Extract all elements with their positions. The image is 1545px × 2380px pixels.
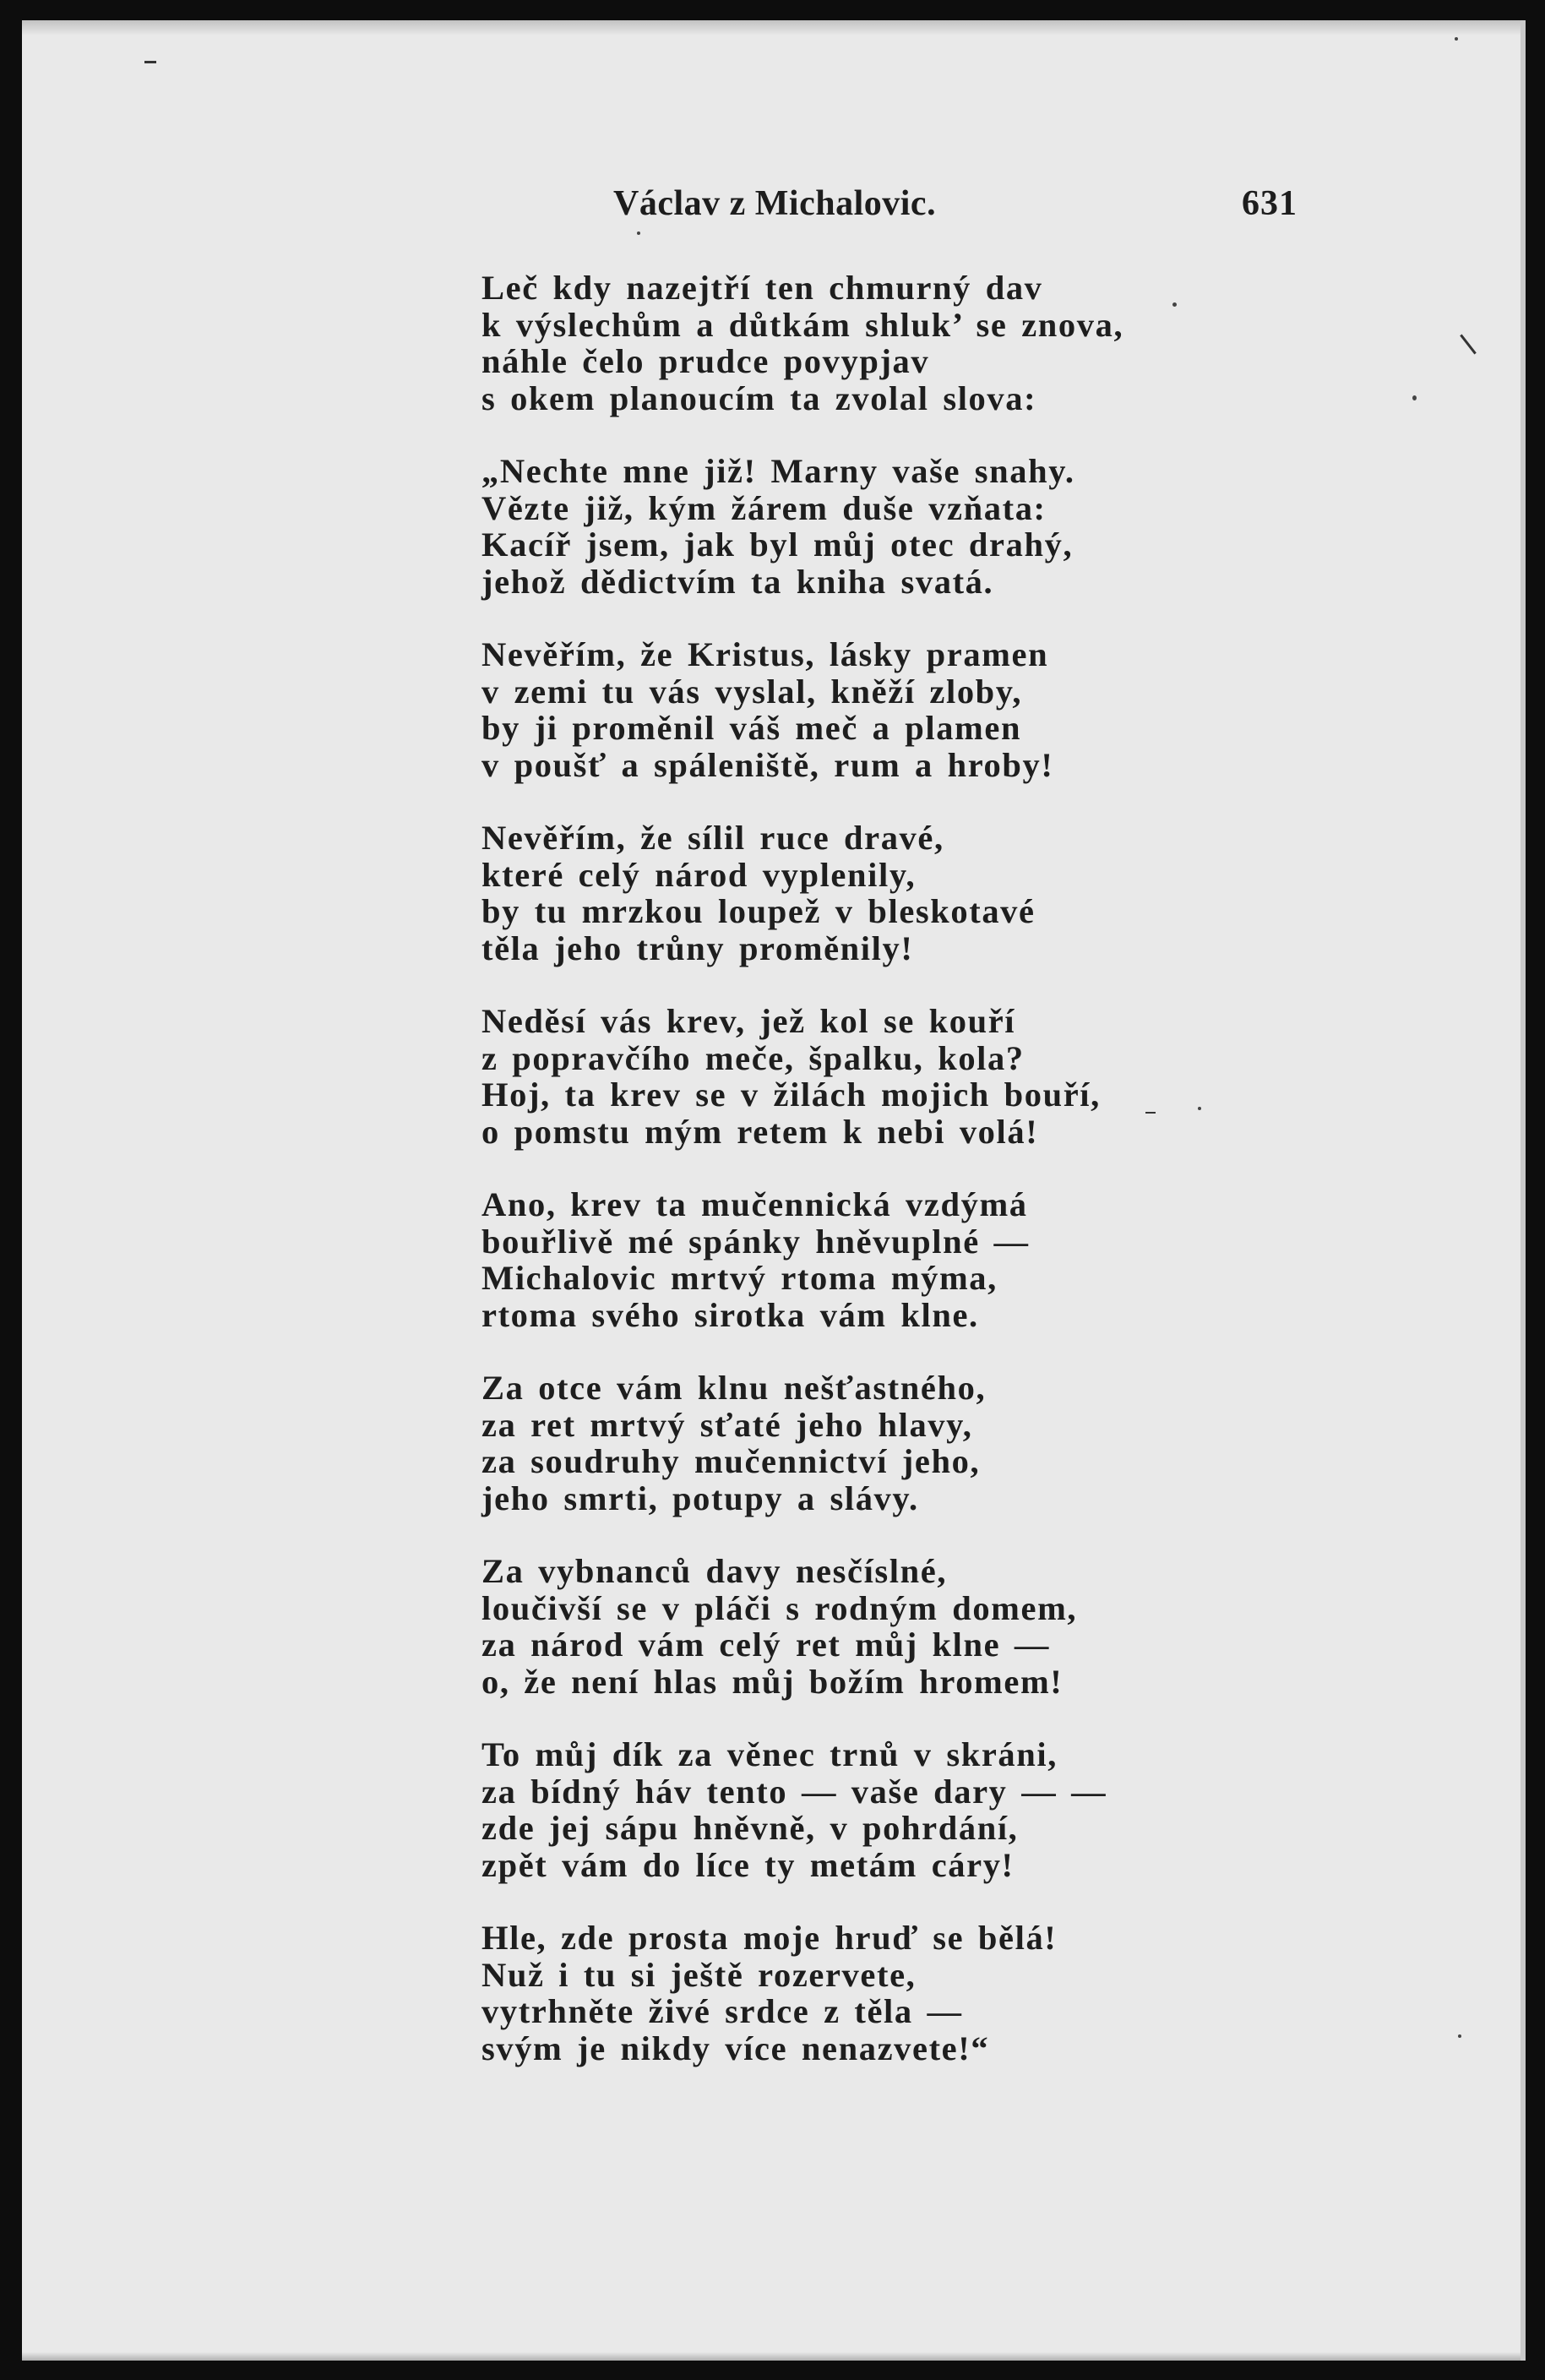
print-speck bbox=[1455, 37, 1458, 41]
verse-line: Kacíř jsem, jak byl můj otec drahý, bbox=[481, 526, 1074, 564]
verse-line: Michalovic mrtvý rtoma mýma, bbox=[481, 1259, 998, 1297]
verse-line: za bídný háv tento — vaše dary — — bbox=[481, 1772, 1107, 1811]
verse-line: z popravčího meče, špalku, kola? bbox=[481, 1038, 1025, 1077]
verse-line: by tu mrzkou loupež v bleskotavé bbox=[481, 892, 1036, 930]
verse-line: bouřlivě mé spánky hněvuplné — bbox=[481, 1222, 1030, 1261]
verse-line: Hoj, ta krev se v žilách mojich bouří, bbox=[481, 1076, 1101, 1114]
verse-line: Ano, krev ta mučennická vzdýmá bbox=[481, 1185, 1028, 1223]
print-speck bbox=[1198, 1107, 1201, 1110]
print-mark bbox=[1460, 335, 1477, 355]
verse-line: těla jeho trůny proměnily! bbox=[481, 929, 914, 967]
stanza bbox=[481, 636, 1242, 783]
verse-line: Hle, zde prosta moje hruď se bělá! bbox=[481, 1919, 1058, 1957]
verse-line: za soudruhy mučennictví jeho, bbox=[481, 1442, 981, 1480]
verse-line: Leč kdy nazejtří ten chmurný dav bbox=[481, 269, 1043, 307]
book-page bbox=[22, 20, 1526, 2361]
verse-line: o pomstu mým retem k nebi volá! bbox=[481, 1112, 1039, 1151]
print-mark bbox=[1145, 1112, 1156, 1114]
verse-line: Za otce vám klnu nešťastného, bbox=[481, 1369, 987, 1407]
verse-line: jeho smrti, potupy a slávy. bbox=[481, 1479, 919, 1517]
verse-line: Vězte již, kým žárem duše vzňata: bbox=[481, 488, 1047, 527]
verse-line: o, že není hlas můj božím hromem! bbox=[481, 1662, 1064, 1701]
verse-line: zde jej sápu hněvně, v pohrdání, bbox=[481, 1809, 1019, 1847]
print-speck bbox=[1412, 395, 1417, 400]
verse-line: vytrhněte živé srdce z těla — bbox=[481, 1992, 963, 2030]
verse-line: zpět vám do líce ty metám cáry! bbox=[481, 1845, 1015, 1884]
verse-line: náhle čelo prudce povypjav bbox=[481, 342, 930, 380]
stanza bbox=[481, 820, 1242, 967]
stanza bbox=[481, 1736, 1242, 1883]
stanza bbox=[481, 1920, 1242, 2067]
verse-line: za ret mrtvý sťaté jeho hlavy, bbox=[481, 1405, 973, 1444]
verse-line: k výslechům a důtkám shluk’ se znova, bbox=[481, 305, 1124, 344]
print-speck bbox=[637, 231, 640, 235]
poem-body bbox=[481, 270, 1242, 2103]
verse-line: s okem planoucím ta zvolal slova: bbox=[481, 379, 1037, 417]
print-mark bbox=[144, 61, 156, 63]
verse-line: za národ vám celý ret můj klne — bbox=[481, 1626, 1051, 1664]
verse-line: v zemi tu vás vyslal, kněží zloby, bbox=[481, 672, 1023, 711]
stanza bbox=[481, 1370, 1242, 1517]
verse-line: Nevěřím, že sílil ruce dravé, bbox=[481, 819, 944, 857]
stanza bbox=[481, 1186, 1242, 1333]
stanza bbox=[481, 270, 1242, 417]
stanza bbox=[481, 1003, 1242, 1150]
verse-line: které celý národ vyplenily, bbox=[481, 855, 917, 894]
verse-line: Za vybnanců davy nesčíslné, bbox=[481, 1552, 948, 1590]
verse-line: „Nechte mne již! Marny vaše snahy. bbox=[481, 452, 1075, 490]
verse-line: v poušť a spáleniště, rum a hroby! bbox=[481, 745, 1054, 784]
running-head: Václav z Michalovic. bbox=[613, 184, 937, 223]
verse-line: Nevěřím, že Kristus, lásky pramen bbox=[481, 635, 1049, 673]
verse-line: loučivší se v pláči s rodným domem, bbox=[481, 1588, 1078, 1627]
verse-line: rtoma svého sirotka vám klne. bbox=[481, 1295, 979, 1334]
print-speck bbox=[1458, 2034, 1461, 2038]
verse-line: Nuž i tu si ještě rozervete, bbox=[481, 1955, 917, 1994]
stanza bbox=[481, 453, 1242, 600]
verse-line: To můj dík za věnec trnů v skráni, bbox=[481, 1735, 1058, 1773]
verse-line: svým je nikdy více nenazvete!“ bbox=[481, 2029, 990, 2067]
print-speck bbox=[1172, 302, 1177, 307]
verse-line: Neděsí vás krev, jež kol se kouří bbox=[481, 1002, 1016, 1040]
stanza bbox=[481, 1553, 1242, 1700]
page-number: 631 bbox=[1242, 184, 1297, 223]
verse-line: by ji proměnil váš meč a plamen bbox=[481, 709, 1022, 747]
verse-line: jehož dědictvím ta kniha svatá. bbox=[481, 562, 994, 601]
